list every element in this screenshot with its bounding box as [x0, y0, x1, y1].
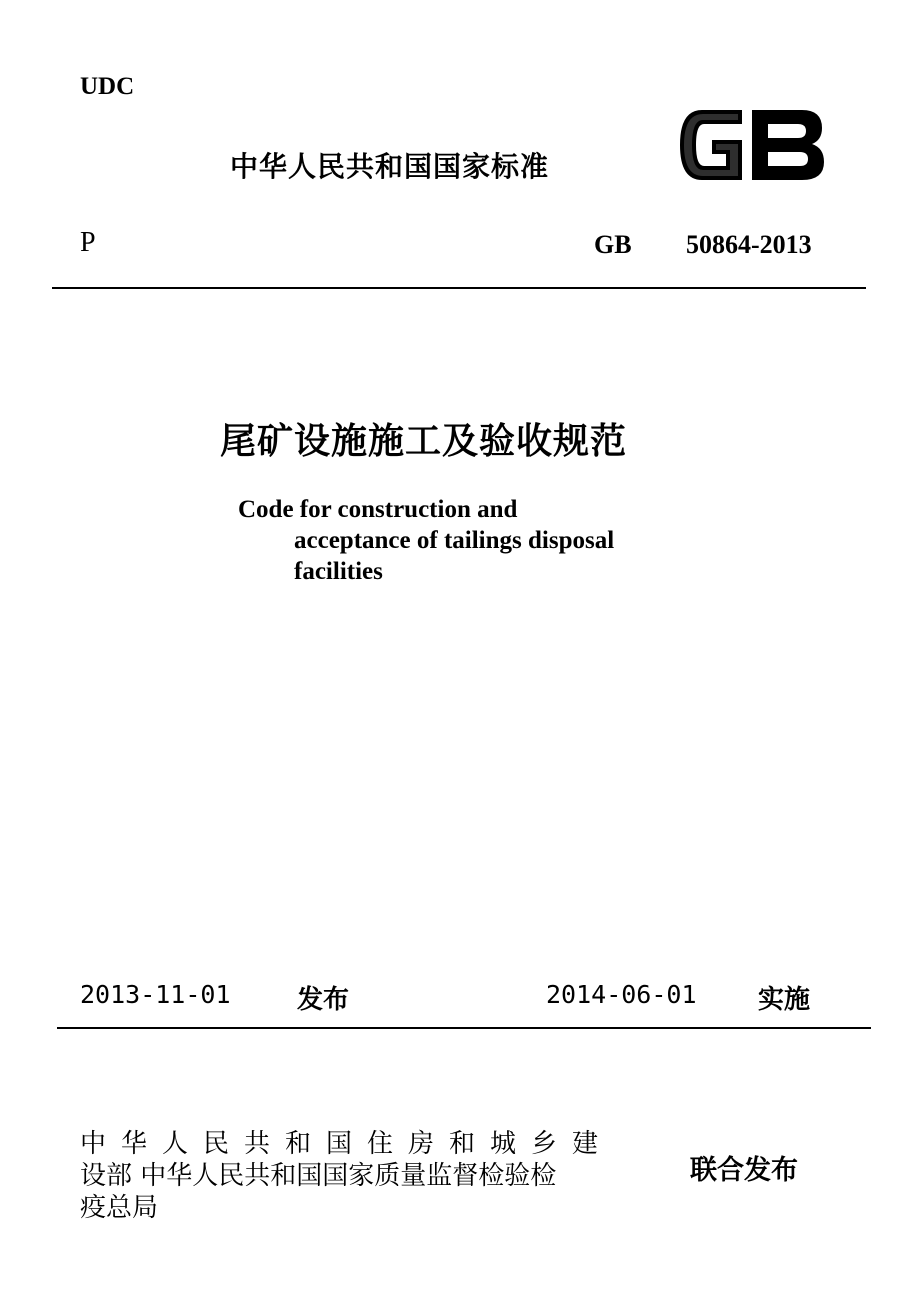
- gb-logo-letter-b: [752, 110, 824, 180]
- udc-label: UDC: [80, 73, 135, 100]
- publisher-line: 中华人民共和国住房和城乡建: [80, 1129, 614, 1159]
- gb-logo-letter-g: [680, 110, 742, 180]
- issue-label: 发布: [297, 985, 350, 1015]
- implementation-date: 2014-06-01: [546, 980, 697, 1009]
- issue-date: 2013-11-01: [80, 980, 231, 1009]
- document-title-chinese: 尾矿设施施工及验收规范: [220, 420, 628, 462]
- standard-prefix: GB: [594, 230, 632, 259]
- standard-number: 50864-2013: [686, 230, 812, 259]
- category-code: P: [80, 227, 96, 258]
- document-title-english-line: Code for construction and: [238, 496, 518, 523]
- publisher-line: 疫总局: [80, 1193, 159, 1223]
- header-divider: [52, 287, 866, 289]
- implementation-label: 实施: [758, 985, 811, 1015]
- publisher-line: 设部 中华人民共和国国家质量监督检验检: [80, 1161, 557, 1191]
- footer-divider: [57, 1027, 871, 1029]
- standard-type-heading: 中华人民共和国国家标准: [230, 150, 550, 183]
- joint-publication-label: 联合发布: [690, 1155, 798, 1186]
- gb-logo: [672, 102, 830, 188]
- document-title-english-line: facilities: [294, 558, 383, 585]
- document-title-english-line: acceptance of tailings disposal: [294, 527, 615, 554]
